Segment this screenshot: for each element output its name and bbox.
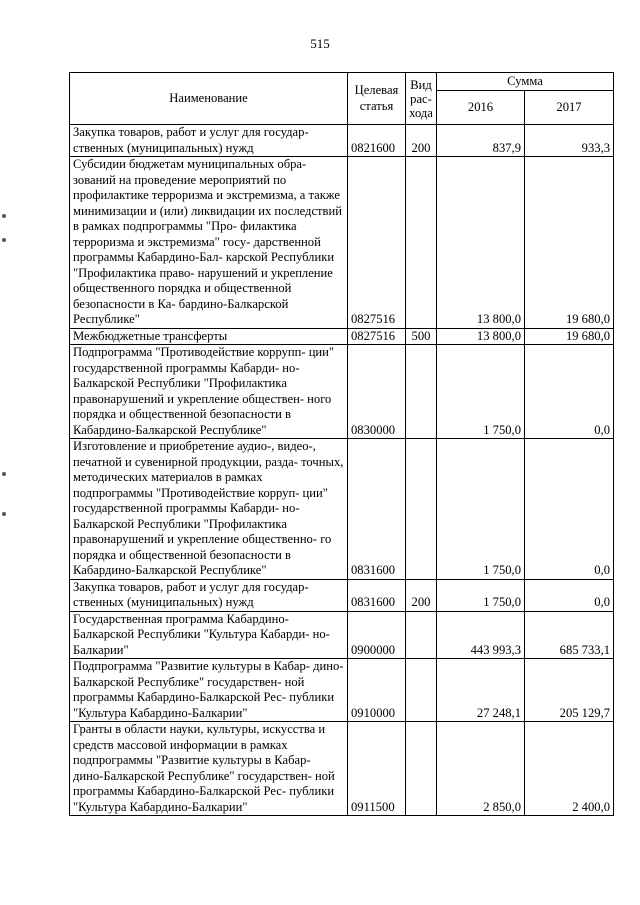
- row-value-2017: 0,0: [525, 345, 614, 439]
- header-year-2017: 2017: [525, 91, 614, 125]
- row-code: 0910000: [348, 659, 406, 722]
- row-name: Государственная программа Кабардино- Балкарской Республики "Культура Кабарди- но-Балкарии": [70, 611, 348, 659]
- row-value-2016: 27 248,1: [437, 659, 525, 722]
- row-code: 0821600: [348, 125, 406, 157]
- table-row: [70, 611, 614, 659]
- table-row: [70, 579, 614, 611]
- row-type: [406, 659, 437, 722]
- row-value-2017: 933,3: [525, 125, 614, 157]
- row-type: [406, 345, 437, 439]
- row-value-2017: 2 400,0: [525, 722, 614, 816]
- row-name: Межбюджетные трансферты: [70, 328, 348, 345]
- scan-mark: [2, 214, 6, 218]
- row-type: [406, 611, 437, 659]
- header-year-2016: 2016: [437, 91, 525, 125]
- row-code: 0900000: [348, 611, 406, 659]
- row-value-2016: 443 993,3: [437, 611, 525, 659]
- table-row: [70, 345, 614, 439]
- scan-mark: [2, 238, 6, 242]
- row-value-2016: 837,9: [437, 125, 525, 157]
- table-row: [70, 722, 614, 816]
- header-name: Наименование: [70, 73, 348, 125]
- table-row: [70, 328, 614, 345]
- row-code: 0827516: [348, 157, 406, 329]
- row-value-2017: 0,0: [525, 439, 614, 580]
- row-value-2016: 2 850,0: [437, 722, 525, 816]
- row-name: Гранты в области науки, культуры, искусства и средств массовой информации в рамках подпрограммы "Развитие культуры в Кабар- дино-Балкарской Республике" государствен- ной программы Кабардино-Балкарской Рес- публики "Культура Кабардино-Балкарии": [70, 722, 348, 816]
- row-name: Подпрограмма "Развитие культуры в Кабар- дино-Балкарской Республике" государствен- ной программы Кабардино-Балкарской Рес- публики "Культура Кабардино-Балкарии": [70, 659, 348, 722]
- row-code: 0830000: [348, 345, 406, 439]
- page-number: 515: [310, 36, 330, 51]
- row-type: 200: [406, 579, 437, 611]
- row-name: Закупка товаров, работ и услуг для государ- ственных (муниципальных) нужд: [70, 125, 348, 157]
- row-type: 200: [406, 125, 437, 157]
- header-code: Целевая статья: [348, 73, 406, 125]
- row-value-2016: 1 750,0: [437, 579, 525, 611]
- table-row: [70, 659, 614, 722]
- row-value-2017: 19 680,0: [525, 157, 614, 329]
- row-code: 0827516: [348, 328, 406, 345]
- row-code: 0911500: [348, 722, 406, 816]
- row-value-2017: 0,0: [525, 579, 614, 611]
- row-value-2017: 205 129,7: [525, 659, 614, 722]
- row-type: 500: [406, 328, 437, 345]
- row-type: [406, 157, 437, 329]
- budget-table: [69, 72, 614, 816]
- row-value-2016: 13 800,0: [437, 157, 525, 329]
- header-type: Вид рас- хода: [406, 73, 437, 125]
- table-row: [70, 157, 614, 329]
- header-sum: Сумма: [437, 73, 614, 91]
- scan-mark: [2, 512, 6, 516]
- table-row: [70, 439, 614, 580]
- table-row: [70, 125, 614, 157]
- row-name: Подпрограмма "Противодействие коррупп- ции" государственной программы Кабарди- но-Балкарской Республики "Профилактика правонарушений и укрепление обществен- ного порядка и общественной безопасности в Кабардино-Балкарской Республике": [70, 345, 348, 439]
- row-code: 0831600: [348, 579, 406, 611]
- row-name: Закупка товаров, работ и услуг для государ- ственных (муниципальных) нужд: [70, 579, 348, 611]
- row-value-2016: 1 750,0: [437, 439, 525, 580]
- row-value-2017: 19 680,0: [525, 328, 614, 345]
- row-code: 0831600: [348, 439, 406, 580]
- scan-mark: [2, 472, 6, 476]
- row-name: Изготовление и приобретение аудио-, видео-, печатной и сувенирной продукции, разда- точных, методических материалов в рамках подпрограммы "Противодействие корруп- ции" государственной программы Кабарди- но-Балкарской Республики "Профилактика правонарушений и укрепление общественно- го порядка и общественной безопасности в Кабардино-Балкарской Республике": [70, 439, 348, 580]
- row-type: [406, 439, 437, 580]
- row-value-2016: 13 800,0: [437, 328, 525, 345]
- row-value-2016: 1 750,0: [437, 345, 525, 439]
- row-type: [406, 722, 437, 816]
- row-value-2017: 685 733,1: [525, 611, 614, 659]
- row-name: Субсидии бюджетам муниципальных обра- зований на проведение мероприятий по профилактике терроризма и экстремизма, а также минимизации и (или) ликвидации их последствий в рамках подпрограммы "Про- филактика терроризма и экстремизма" госу- дарственной программы Кабардино-Бал- карской Республики "Профилактика право- нарушений и укрепление общественного порядка и общественной безопасности в Ка- бардино-Балкарской Республике": [70, 157, 348, 329]
